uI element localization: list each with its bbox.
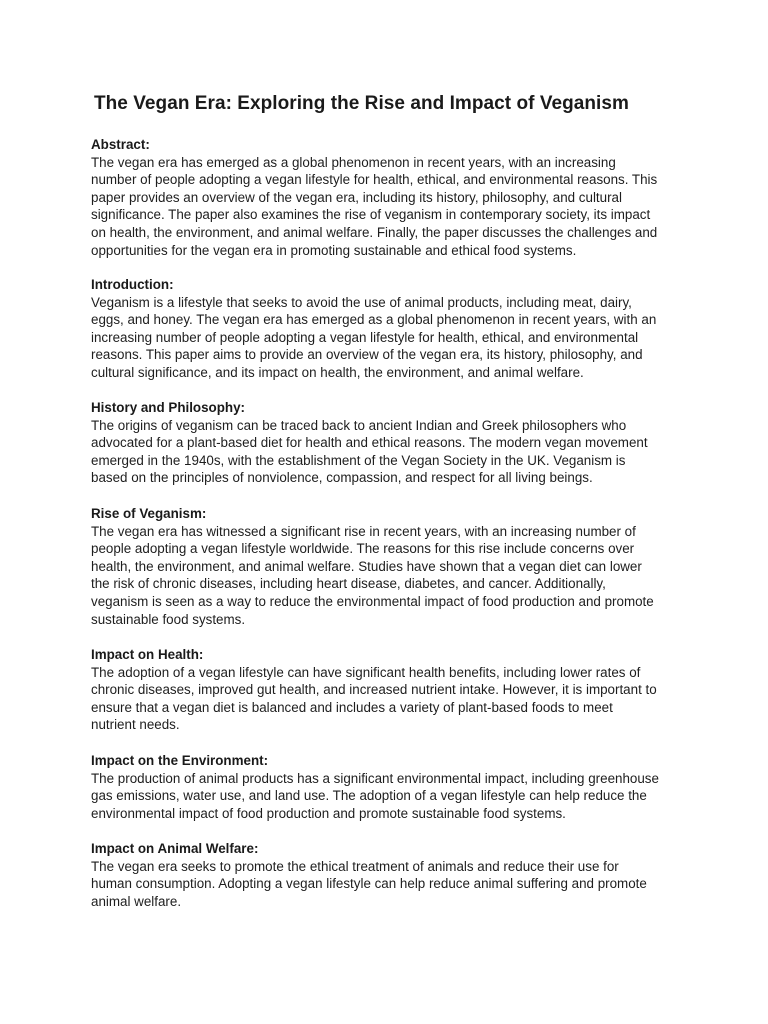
text-line: The vegan era seeks to promote the ethical treatment of animals and reduce their use for xyxy=(91,858,619,874)
text-line: sustainable food systems. xyxy=(91,611,246,627)
section-heading: Rise of Veganism: xyxy=(91,506,207,521)
impact-on-health-section xyxy=(91,646,691,734)
section-body xyxy=(91,523,691,629)
section-heading: Impact on Animal Welfare: xyxy=(91,841,259,856)
text-line: eggs, and honey. The vegan era has emerged as a global phenomenon in recent years, with an xyxy=(91,312,657,328)
document-title: The Vegan Era: Exploring the Rise and Impact of Veganism xyxy=(94,93,629,114)
text-line: The origins of veganism can be traced back to ancient Indian and Greek philosophers who xyxy=(91,417,627,433)
text-line: Veganism is a lifestyle that seeks to avoid the use of animal products, including meat, dairy, xyxy=(91,294,632,310)
text-line: chronic diseases, improved gut health, and increased nutrient intake. However, it is important to xyxy=(91,682,657,698)
introduction-section xyxy=(91,276,691,382)
section-body xyxy=(91,154,691,260)
section-heading: History and Philosophy: xyxy=(91,400,246,415)
text-line: nutrient needs. xyxy=(91,717,180,733)
text-line: reasons. This paper aims to provide an overview of the vegan era, its history, philosophy, and xyxy=(91,347,643,363)
text-line: gas emissions, water use, and land use. The adoption of a vegan lifestyle can help reduce the xyxy=(91,788,647,804)
history-philosophy-section xyxy=(91,399,691,487)
text-line: health, the environment, and animal welfare. Studies have shown that a vegan diet can lower xyxy=(91,558,642,574)
text-line: The adoption of a vegan lifestyle can have significant health benefits, including lower rates of xyxy=(91,664,641,680)
text-line: paper provides an overview of the vegan era, including its history, philosophy, and cultural xyxy=(91,189,622,205)
text-line: opportunities for the vegan era in promoting sustainable and ethical food systems. xyxy=(91,242,577,258)
text-line: increasing number of people adopting a vegan lifestyle for health, ethical, and environmental xyxy=(91,329,639,345)
section-body xyxy=(91,664,691,734)
text-line: advocated for a plant-based diet for health and ethical reasons. The modern vegan movement xyxy=(91,435,648,451)
rise-of-veganism-section xyxy=(91,505,691,628)
text-line: The production of animal products has a significant environmental impact, including greenhouse xyxy=(91,770,659,786)
section-body xyxy=(91,770,691,823)
section-body xyxy=(91,294,691,382)
text-line: cultural significance, and its impact on health, the environment, and animal welfare. xyxy=(91,364,584,380)
text-line: veganism is seen as a way to reduce the environmental impact of food production and promote xyxy=(91,593,654,609)
text-line: The vegan era has witnessed a significant rise in recent years, with an increasing number of xyxy=(91,523,636,539)
text-line: based on the principles of nonviolence, compassion, and respect for all living beings. xyxy=(91,470,593,486)
section-heading: Impact on Health: xyxy=(91,647,204,662)
abstract-section xyxy=(91,136,691,259)
text-line: people adopting a vegan lifestyle worldwide. The reasons for this rise include concerns over xyxy=(91,541,635,557)
text-line: on health, the environment, and animal welfare. Finally, the paper discusses the challenges and xyxy=(91,224,658,240)
text-line: number of people adopting a vegan lifestyle for health, ethical, and environmental reasons. This xyxy=(91,172,658,188)
text-line: significance. The paper also examines the rise of veganism in contemporary society, its impact xyxy=(91,207,651,223)
text-line: animal welfare. xyxy=(91,893,182,909)
text-line: The vegan era has emerged as a global phenomenon in recent years, with an increasing xyxy=(91,154,616,170)
impact-on-animal-welfare-section xyxy=(91,840,691,910)
text-line: the risk of chronic diseases, including heart disease, diabetes, and cancer. Additionally, xyxy=(91,576,606,592)
text-line: emerged in the 1940s, with the establishment of the Vegan Society in the UK. Veganism is xyxy=(91,452,626,468)
section-body xyxy=(91,417,691,487)
impact-on-environment-section xyxy=(91,752,691,822)
text-line: environmental impact of food production and promote sustainable food systems. xyxy=(91,805,566,821)
section-heading: Introduction: xyxy=(91,277,174,292)
text-line: ensure that a vegan diet is balanced and includes a variety of plant-based foods to meet xyxy=(91,699,613,715)
text-line: human consumption. Adopting a vegan lifestyle can help reduce animal suffering and promote xyxy=(91,876,647,892)
section-body xyxy=(91,858,691,911)
section-heading: Impact on the Environment: xyxy=(91,753,269,768)
section-heading: Abstract: xyxy=(91,137,150,152)
